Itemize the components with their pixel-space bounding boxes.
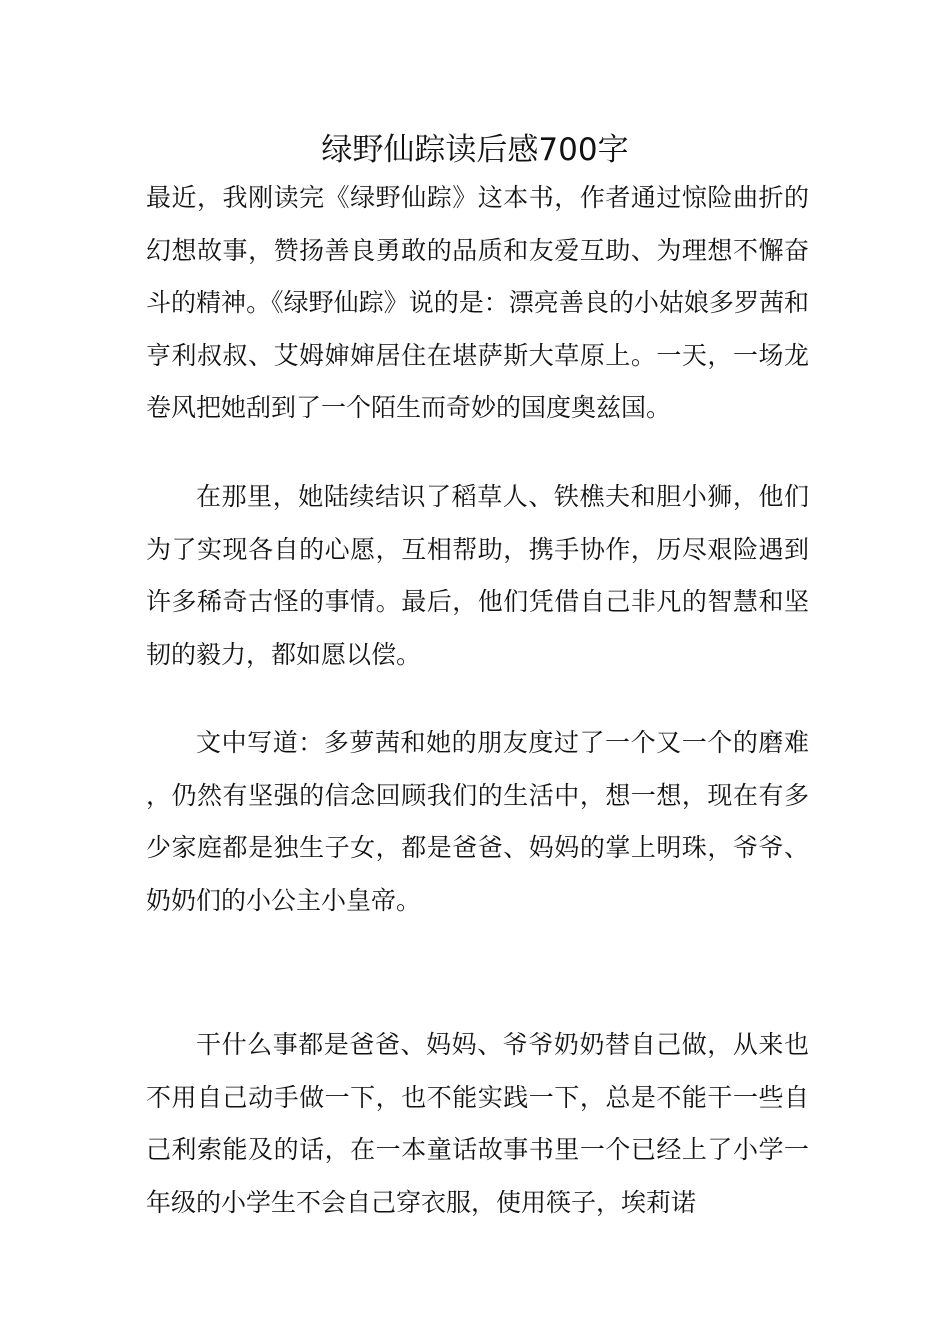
paragraph-1: 最近，我刚读完《绿野仙踪》这本书，作者通过惊险曲折的幻想故事，赞扬善良勇敢的品质和友爱互助、为理想不懈奋斗的精神。《绿野仙踪》说的是：漂亮善良的小姑娘多罗茜和亨利叔叔、艾姆婶婶居住在堪萨斯大草原上。一天，一场龙卷风把她刮到了一个陌生而奇妙的国度奥兹国。 [146, 183, 809, 422]
paragraph-2: 在那里，她陆续结识了稻草人、铁樵夫和胆小狮，他们为了实现各自的心愿，互相帮助，携手协作，历尽艰险遇到许多稀奇古怪的事情。最后，他们凭借自己非凡的智慧和坚韧的毅力，都如愿以偿。 [146, 482, 809, 669]
document-title: 绿野仙踪读后感700字 [321, 132, 629, 168]
paragraph-3: 文中写道：多萝茜和她的朋友度过了一个又一个的磨难，仍然有坚强的信念回顾我们的生活中，想一想，现在有多少家庭都是独生子女，都是爸爸、妈妈的掌上明珠，爷爷、奶奶们的小公主小皇帝。 [146, 728, 809, 915]
paragraph-4: 干什么事都是爸爸、妈妈、爷爷奶奶替自己做，从来也不用自己动手做一下，也不能实践一下，总是不能干一些自己利索能及的话，在一本童话故事书里一个已经上了小学一年级的小学生不会自己穿衣服，使用筷子，埃莉诺 [146, 1030, 809, 1217]
